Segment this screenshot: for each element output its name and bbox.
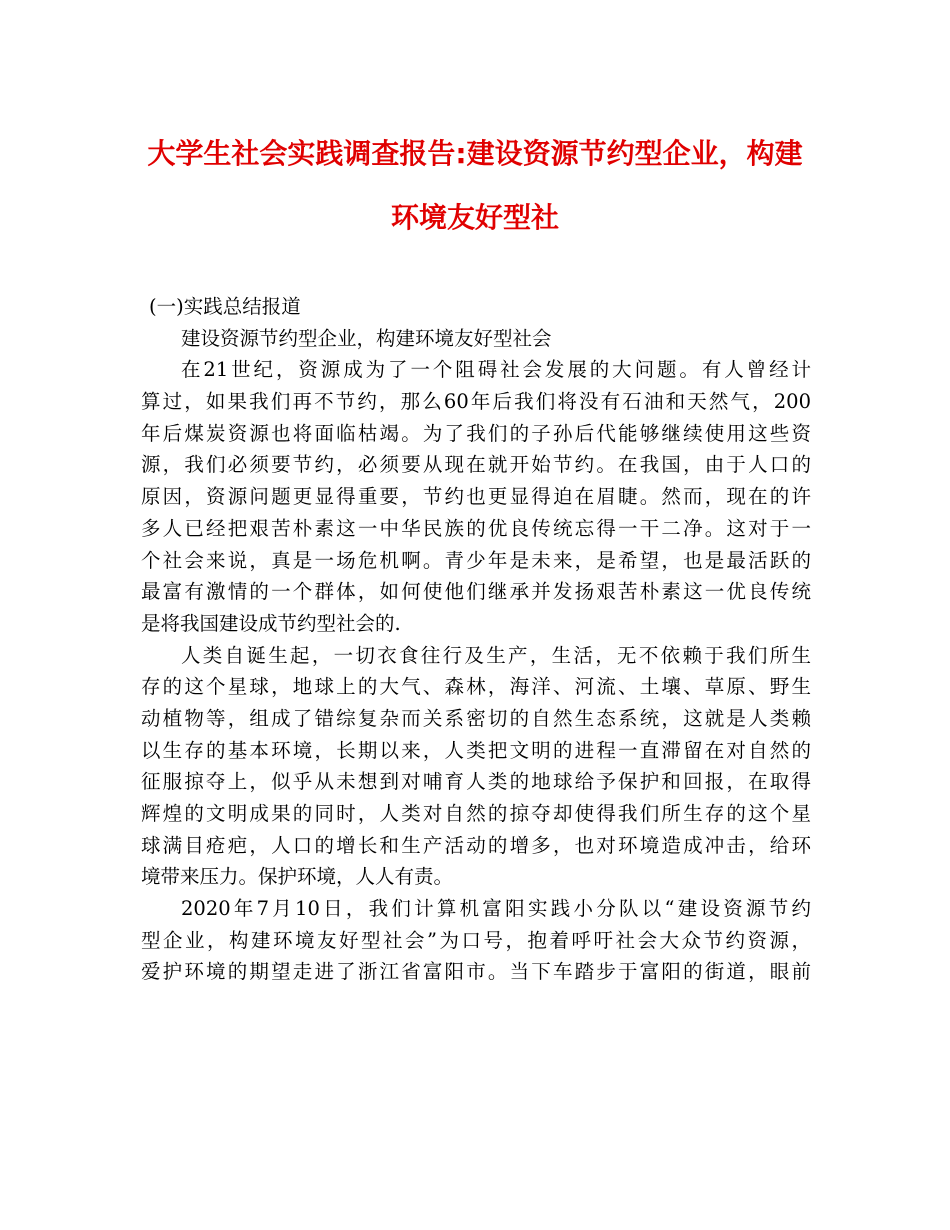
paragraph-1-line: 是将我国建设成节约型社会的. bbox=[141, 611, 401, 635]
paragraph-3-line: 爱护环境的期望走进了浙江省富阳市。当下车踏步于富阳的街道，眼前 bbox=[141, 960, 811, 984]
paragraph-1-line: 原因，资源问题更显得重要，节约也更显得迫在眉睫。然而，现在的许 bbox=[141, 485, 811, 509]
paragraph-2-line: 以生存的基本环境，长期以来，人类把文明的进程一直滞留在对自然的 bbox=[141, 738, 811, 762]
paragraph-2-line: 存的这个星球，地球上的大气、森林，海洋、河流、土壤、草原、野生 bbox=[141, 675, 811, 699]
paragraph-1-line: 多人已经把艰苦朴素这一中华民族的优良传统忘得一干二净。这对于一 bbox=[141, 516, 811, 540]
document-body bbox=[141, 291, 811, 988]
paragraph-1-line: 最富有激情的一个群体，如何使他们继承并发扬艰苦朴素这一优良传统 bbox=[141, 580, 811, 604]
paragraph-2-line: 人类自诞生起，一切衣食往行及生产，生活，无不依赖于我们所生 bbox=[181, 643, 811, 667]
paragraph-2-line: 球满目疮疤，人口的增长和生产活动的增多，也对环境造成冲击，给环 bbox=[141, 833, 811, 857]
paragraph-2-line: 境带来压力。保护环境，人人有责。 bbox=[141, 865, 454, 889]
document-title-line-2: 环境友好型社 bbox=[390, 201, 559, 234]
paragraph-1-line: 年后煤炭资源也将面临枯竭。为了我们的子孙后代能够继续使用这些资 bbox=[141, 421, 811, 445]
paragraph-2-line: 辉煌的文明成果的同时，人类对自然的掠夺却使得我们所生存的这个星 bbox=[141, 802, 811, 825]
paragraph-2-line: 征服掠夺上，似乎从未想到对哺育人类的地球给予保护和回报，在取得 bbox=[141, 770, 811, 794]
paragraph-1-line: 源，我们必须要节约，必须要从现在就开始节约。在我国，由于人口的 bbox=[141, 453, 811, 477]
paragraph-3-line: 型企业，构建环境友好型社会”为口号，抱着呼吁社会大众节约资源， bbox=[141, 928, 811, 952]
paragraph-1-line: 个社会来说，真是一场危机啊。青少年是未来，是希望，也是最活跃的 bbox=[141, 548, 811, 572]
subheading: 建设资源节约型企业，构建环境友好型社会 bbox=[181, 326, 552, 350]
document-title-line-1: 大学生社会实践调查报告:建设资源节约型企业，构建 bbox=[147, 137, 803, 170]
paragraph-1-line: 在21世纪，资源成为了一个阻碍社会发展的大问题。有人曾经计 bbox=[181, 358, 811, 382]
paragraph-2-line: 动植物等，组成了错综复杂而关系密切的自然生态系统，这就是人类赖 bbox=[141, 706, 811, 730]
paragraph-1-line: 算过，如果我们再不节约，那么60年后我们将没有石油和天然气，200 bbox=[141, 390, 811, 414]
paragraph-3-line: 2020年7月10日，我们计算机富阳实践小分队以“建设资源节约 bbox=[181, 897, 811, 921]
section-heading: (一)实践总结报道 bbox=[149, 295, 301, 318]
